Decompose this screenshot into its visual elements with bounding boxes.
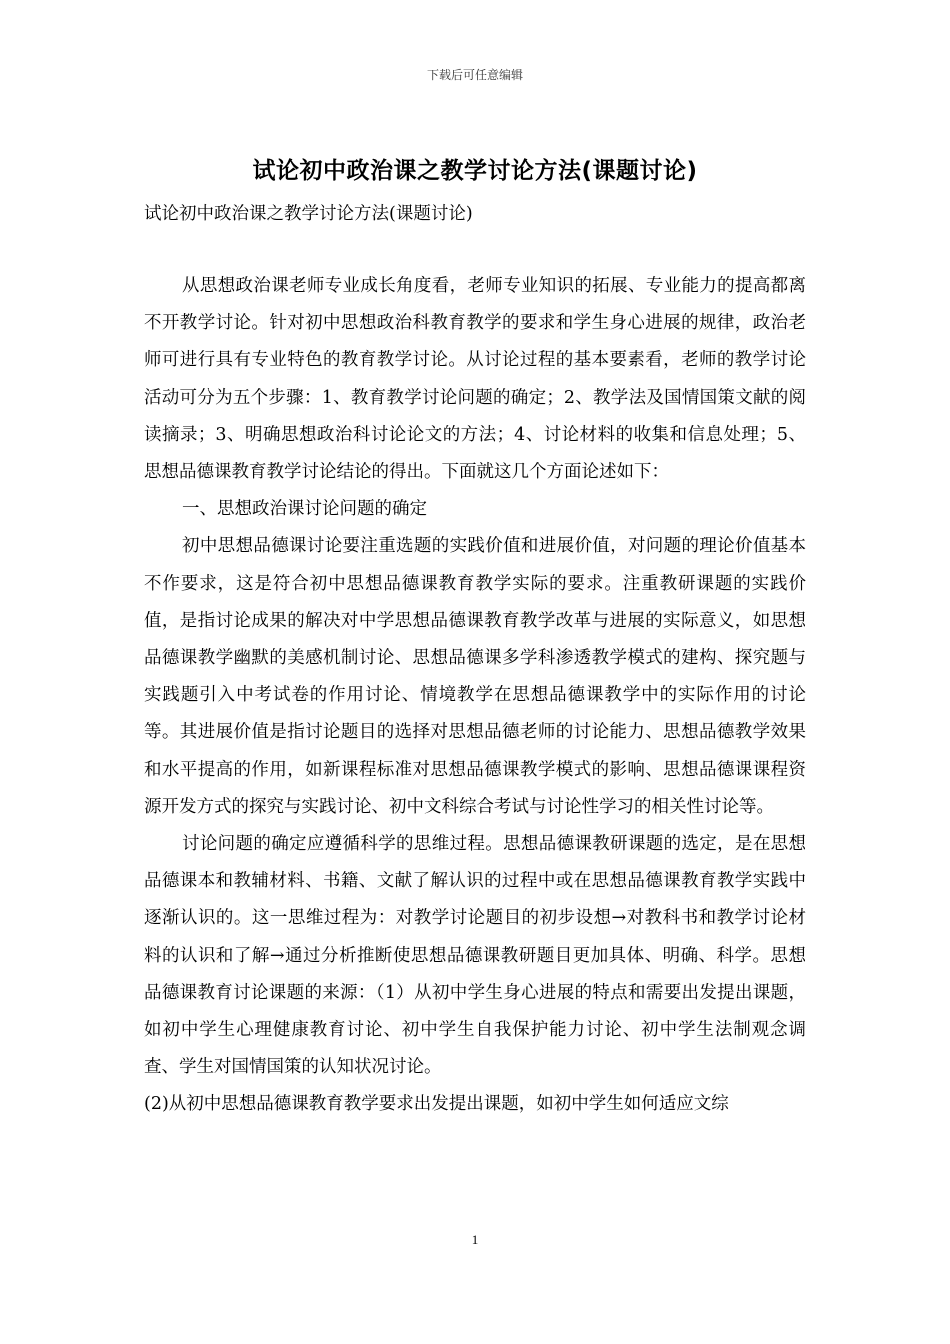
section-heading: 一、思想政治课讨论问题的确定 xyxy=(182,499,427,520)
intro-paragraph: 从思想政治课老师专业成长角度看，老师专业知识的拓展、专业能力的提高都离不开教学讨论。针对初中思想政治科教育教学的要求和学生身心进展的规律，政治老师可进行具有专业特色的教育教学讨论。从讨论过程的基本要素看，老师的教学讨论活动可分为五个步骤：1、教育教学讨论问题的确定；2、教学法及国情国策文献的阅读摘录；3、明确思想政治科讨论论文的方法；4、讨论材料的收集和信息处理；5、思想品德课教育教学讨论结论的得出。下面就这几个方面论述如下： xyxy=(144,276,806,483)
page-header: 下载后可任意编辑 xyxy=(426,68,523,82)
document-subtitle: 试论初中政治课之教学讨论方法(课题讨论) xyxy=(144,204,473,224)
body-paragraph: (2)从初中思想品德课教育教学要求出发提出课题，如初中学生如何适应文综 xyxy=(144,1094,729,1115)
document-body xyxy=(144,268,806,1124)
page-number: 1 xyxy=(471,1232,479,1247)
body-paragraph: 初中思想品德课讨论要注重选题的实践价值和进展价值，对问题的理论价值基本不作要求，这是符合初中思想品德课教育教学实际的要求。注重教研课题的实践价值，是指讨论成果的解决对中学思想品德课教育教学改革与进展的实际意义，如思想品德课教学幽默的美感机制讨论、思想品德课多学科渗透教学模式的建构、探究题与实践题引入中考试卷的作用讨论、情境教学在思想品德课教学中的实际作用的讨论等。其进展价值是指讨论题目的选择对思想品德老师的讨论能力、思想品德教学效果和水平提高的作用，如新课程标准对思想品德课教学模式的影响、思想品德课课程资源开发方式的探究与实践讨论、初中文科综合考试与讨论性学习的相关性讨论等。 xyxy=(144,536,806,817)
document-title: 试论初中政治课之教学讨论方法(课题讨论) xyxy=(252,158,698,184)
body-paragraph: 讨论问题的确定应遵循科学的思维过程。思想品德课教研课题的选定，是在思想品德课本和教辅材料、书籍、文献了解认识的过程中或在思想品德课教育教学实践中逐渐认识的。这一思维过程为：对教学讨论题目的初步设想→对教科书和教学讨论材料的认识和了解→通过分析推断使思想品德课教研题目更加具体、明确、科学。思想品德课教育讨论课题的来源：（1）从初中学生身心进展的特点和需要出发提出课题，如初中学生心理健康教育讨论、初中学生自我保护能力讨论、初中学生法制观念调查、学生对国情国策的认知状况讨论。 xyxy=(144,834,806,1078)
